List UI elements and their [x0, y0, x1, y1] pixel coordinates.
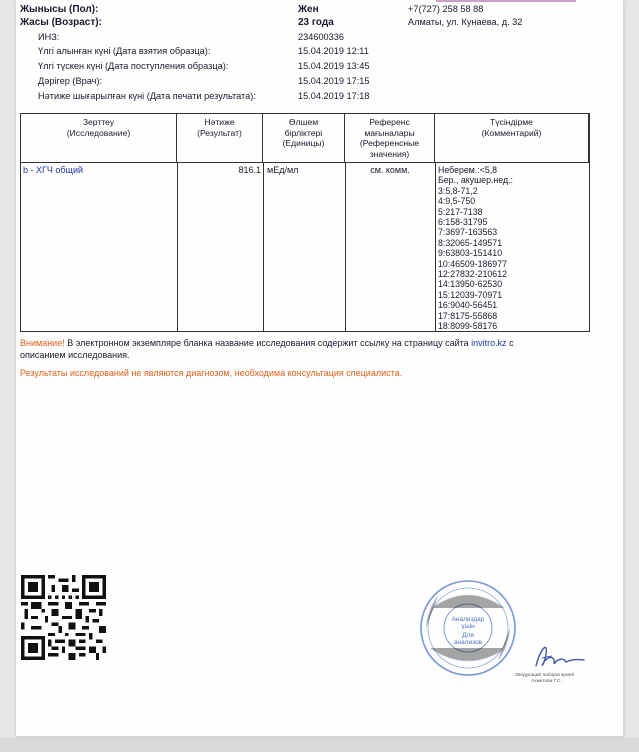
- comment-line: 8:32065-149571: [438, 237, 503, 248]
- svg-text:үшін: үшін: [461, 623, 475, 630]
- date-label: Үлгі түскен күні (Дата поступления образца):: [38, 61, 229, 71]
- units-value: мЕд/мл: [267, 165, 299, 175]
- test-name-link[interactable]: b - ХГЧ общий: [23, 165, 83, 175]
- disclaimer: Результаты исследований не являются диагнозом, необходима консультация специалиста.: [20, 368, 403, 378]
- comment-line: 6:158-31795: [438, 217, 488, 228]
- signature-caption: Зведующий лабораторией Ахметова Г.С.: [515, 673, 575, 684]
- table-divider: [21, 162, 589, 163]
- table-header-comment: Түсіндірме (Комментарий): [435, 114, 589, 162]
- table-header-units: Өлшем бірліктері (Единицы): [263, 114, 345, 162]
- comment-line: Неберем.:<5,8: [438, 165, 498, 175]
- table-column-line: [345, 162, 346, 331]
- comment-list: [438, 165, 513, 332]
- attention-note: Внимание! В электронном экземпляре бланка название исследования содержит ссылку на страницу сайта invitro.kz с описанием исследования.: [20, 338, 514, 360]
- comment-line: Бер., акушер.нед.:: [438, 175, 513, 186]
- date-label: Нәтиже шығарылған күні (Дата печати результата):: [38, 91, 256, 101]
- table-column-line: [177, 162, 178, 331]
- iin-value: 234600336: [298, 32, 344, 42]
- comment-line: 14:13950-62530: [438, 279, 503, 290]
- date-value: 15.04.2019 17:15: [298, 76, 370, 86]
- signature-icon: [522, 632, 592, 672]
- comment-line: 15:12039-70971: [438, 289, 503, 300]
- viewer-background: [0, 738, 639, 752]
- gender-label: Жынысы (Пол):: [20, 4, 99, 15]
- svg-text:Для: Для: [462, 632, 474, 639]
- site-link[interactable]: invitro.kz: [471, 338, 507, 348]
- table-column-line: [435, 162, 436, 331]
- iin-label: ИНЗ:: [38, 32, 60, 42]
- comment-line: 10:46509-186977: [438, 258, 507, 269]
- qr-code-icon: [21, 575, 106, 660]
- comment-line: 4:9,5-750: [438, 196, 476, 207]
- attention-word: Внимание!: [20, 338, 65, 348]
- svg-text:Анализдар: Анализдар: [451, 616, 485, 623]
- table-header-test: Зерттеу (Исследование): [21, 114, 177, 162]
- lab-stamp-icon: [418, 578, 518, 678]
- header-accent-line: [436, 0, 576, 2]
- comment-line: 12:27832-210612: [438, 269, 507, 280]
- date-label: Дәрігер (Врач):: [38, 76, 103, 86]
- comment-line: 5:217-7138: [438, 206, 483, 217]
- date-value: 15.04.2019 12:11: [298, 46, 369, 56]
- comment-line: 18:8099-58176: [438, 321, 498, 332]
- date-value: 15.04.2019 13:45: [298, 61, 370, 71]
- date-value: 15.04.2019 17:18: [298, 91, 370, 101]
- table-header-reference: Референс мағыналары (Референсные значения): [345, 114, 435, 162]
- comment-line: 7:3697-163563: [438, 227, 498, 238]
- lab-address: Алматы, ул. Кунаева, д. 32: [408, 17, 523, 27]
- age-value: 23 года: [298, 17, 334, 28]
- date-label: Үлгі алынған күні (Дата взятия образца):: [38, 46, 211, 56]
- result-value: 816.1: [238, 165, 261, 175]
- comment-line: 16:9040-56451: [438, 300, 498, 311]
- table-header-result: Нәтиже (Результат): [177, 114, 263, 162]
- results-table: [20, 113, 590, 332]
- comment-line: 3:5,8-71,2: [438, 185, 478, 196]
- reference-value: см. комм.: [370, 165, 410, 175]
- lab-phone: +7(727) 258 58 88: [408, 4, 484, 14]
- svg-text:анализов: анализов: [453, 639, 483, 646]
- gender-value: Жен: [298, 4, 319, 15]
- table-column-line: [263, 162, 264, 331]
- age-label: Жасы (Возраст):: [20, 17, 102, 28]
- comment-line: 17:8175-55868: [438, 310, 498, 321]
- comment-line: 9:63803-151410: [438, 248, 503, 259]
